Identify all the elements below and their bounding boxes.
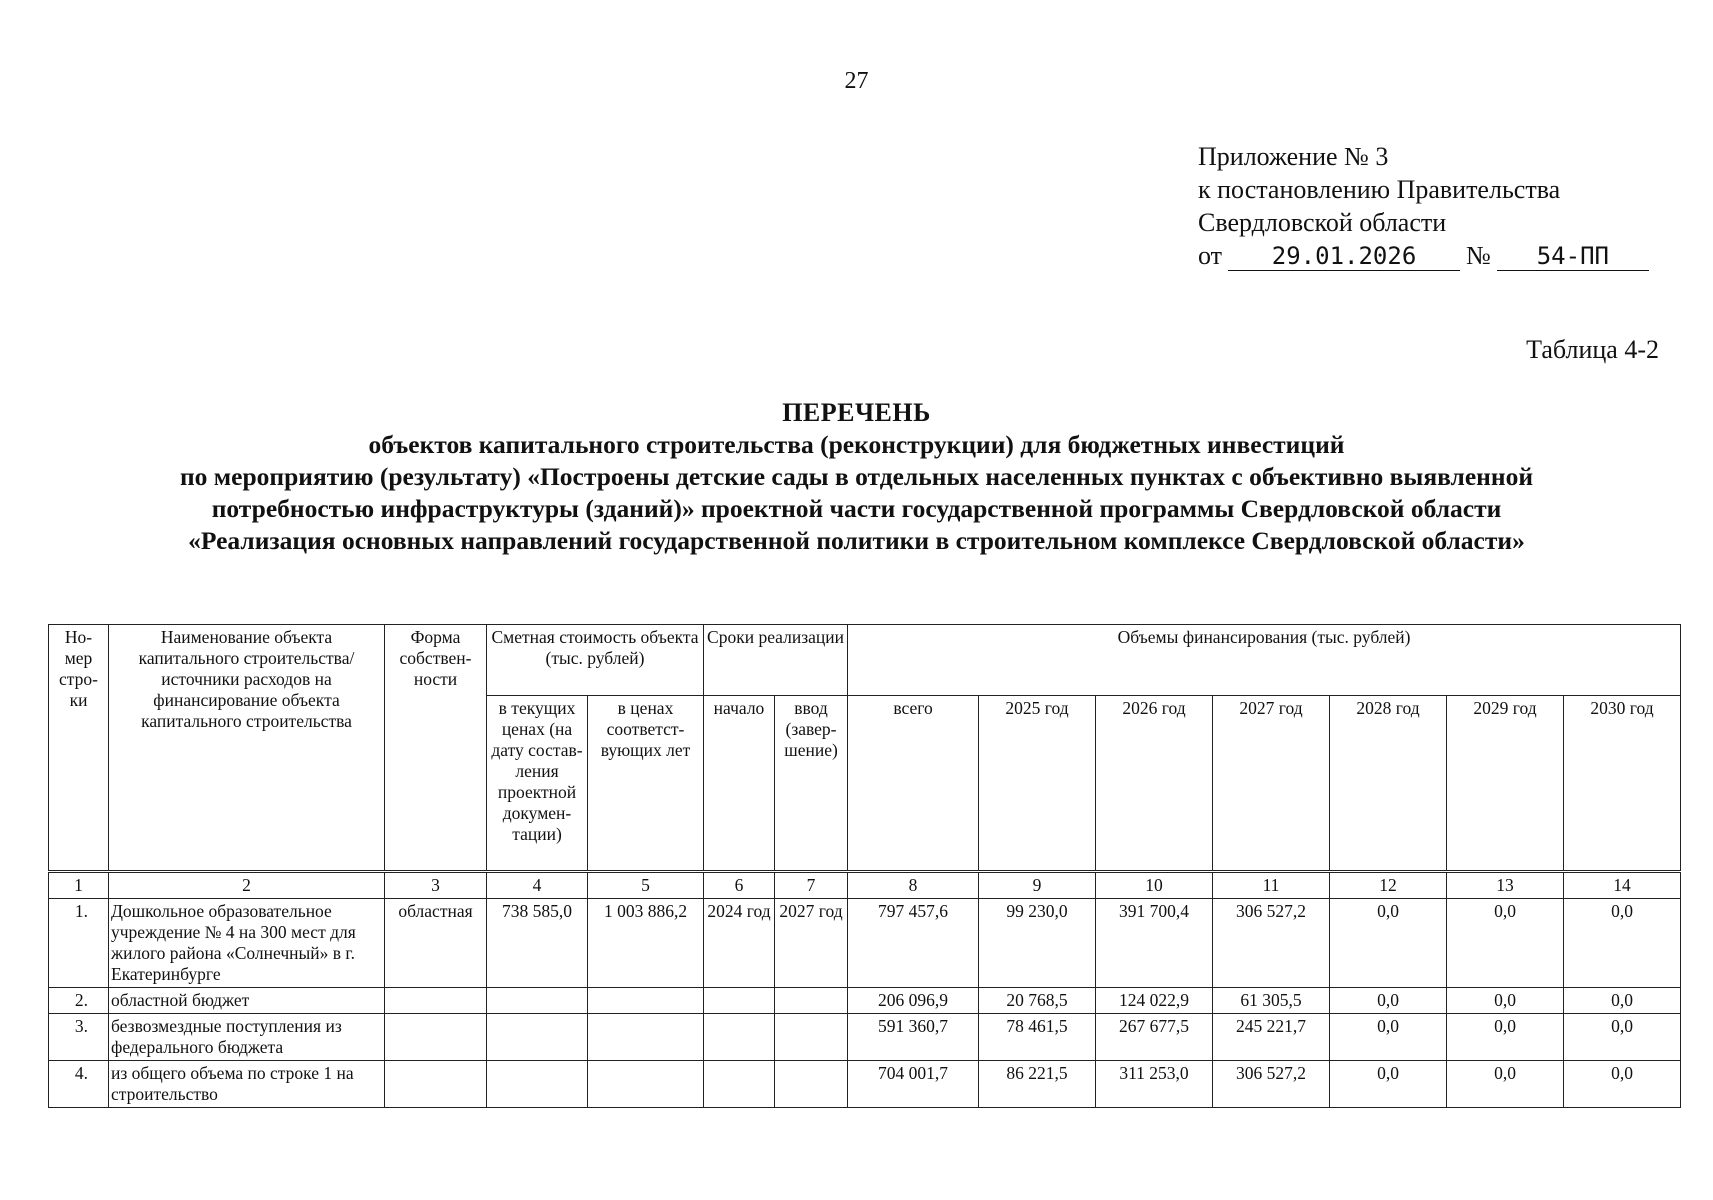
header-2029: 2029 год bbox=[1447, 696, 1564, 872]
header-end: ввод (завер-шение) bbox=[775, 696, 848, 872]
title-line-4: потребностью инфраструктуры (зданий)» проектной части государственной программы Свердловской области bbox=[211, 494, 1502, 523]
row-number: 3. bbox=[49, 1014, 109, 1061]
y2027-cell: 306 527,2 bbox=[1213, 1061, 1330, 1108]
y2027-cell: 306 527,2 bbox=[1213, 899, 1330, 988]
column-number: 12 bbox=[1330, 872, 1447, 899]
y2029-cell: 0,0 bbox=[1447, 1014, 1564, 1061]
total-cell: 591 360,7 bbox=[848, 1014, 979, 1061]
appendix-line-3: Свердловской области bbox=[1198, 208, 1447, 237]
header-total: всего bbox=[848, 696, 979, 872]
title-line-5: «Реализация основных направлений государственной политики в строительном комплексе Свердловской области» bbox=[188, 526, 1525, 555]
object-name: областной бюджет bbox=[109, 988, 385, 1014]
title-line-3: по мероприятию (результату) «Построены детские сады в отдельных населенных пунктах с объективно выявленной bbox=[179, 462, 1534, 491]
header-estimated-cost: Сметная стоимость объекта (тыс. рублей) bbox=[487, 625, 704, 696]
y2026-cell: 391 700,4 bbox=[1096, 899, 1213, 988]
total-cell: 704 001,7 bbox=[848, 1061, 979, 1108]
y2029-cell: 0,0 bbox=[1447, 988, 1564, 1014]
end-cell: 2027 год bbox=[775, 899, 848, 988]
corresponding-prices-cell bbox=[588, 1014, 704, 1061]
title-line-2: объектов капитального строительства (реконструкции) для бюджетных инвестиций bbox=[368, 430, 1345, 459]
column-number: 5 bbox=[588, 872, 704, 899]
appendix-line-1: Приложение № 3 bbox=[1198, 142, 1389, 171]
column-numbers-row bbox=[49, 872, 1681, 899]
end-cell bbox=[775, 1014, 848, 1061]
table-row bbox=[49, 1014, 1681, 1061]
row-number: 4. bbox=[49, 1061, 109, 1108]
header-corresponding-prices: в ценах соответст-вующих лет bbox=[588, 696, 704, 872]
resolution-date: 29.01.2026 bbox=[1228, 242, 1460, 271]
resolution-number: 54-ПП bbox=[1497, 242, 1649, 271]
y2029-cell: 0,0 bbox=[1447, 1061, 1564, 1108]
table-row bbox=[49, 988, 1681, 1014]
object-name: Дошкольное образовательное учреждение № 4 на 300 мест для жилого района «Солнечный» в г. Екатеринбурге bbox=[109, 899, 385, 988]
y2025-cell: 86 221,5 bbox=[979, 1061, 1096, 1108]
column-number: 3 bbox=[385, 872, 487, 899]
start-cell bbox=[704, 1061, 775, 1108]
header-terms: Сроки реализации bbox=[704, 625, 848, 696]
column-number: 2 bbox=[109, 872, 385, 899]
corresponding-prices-cell bbox=[588, 988, 704, 1014]
column-number: 7 bbox=[775, 872, 848, 899]
objects-table bbox=[48, 624, 1681, 1108]
header-2030: 2030 год bbox=[1564, 696, 1681, 872]
header-ownership: Форма собствен-ности bbox=[385, 625, 487, 872]
end-cell bbox=[775, 988, 848, 1014]
y2028-cell: 0,0 bbox=[1330, 899, 1447, 988]
header-financing: Объемы финансирования (тыс. рублей) bbox=[848, 625, 1681, 696]
y2025-cell: 20 768,5 bbox=[979, 988, 1096, 1014]
y2030-cell: 0,0 bbox=[1564, 1014, 1681, 1061]
ownership-cell bbox=[385, 1061, 487, 1108]
y2030-cell: 0,0 bbox=[1564, 1061, 1681, 1108]
current-prices-cell: 738 585,0 bbox=[487, 899, 588, 988]
total-cell: 206 096,9 bbox=[848, 988, 979, 1014]
row-number: 1. bbox=[49, 899, 109, 988]
corresponding-prices-cell: 1 003 886,2 bbox=[588, 899, 704, 988]
y2027-cell: 61 305,5 bbox=[1213, 988, 1330, 1014]
corresponding-prices-cell bbox=[588, 1061, 704, 1108]
current-prices-cell bbox=[487, 988, 588, 1014]
object-name: из общего объема по строке 1 на строительство bbox=[109, 1061, 385, 1108]
start-cell: 2024 год bbox=[704, 899, 775, 988]
header-2027: 2027 год bbox=[1213, 696, 1330, 872]
ownership-cell bbox=[385, 1014, 487, 1061]
column-number: 4 bbox=[487, 872, 588, 899]
y2030-cell: 0,0 bbox=[1564, 988, 1681, 1014]
ownership-cell bbox=[385, 988, 487, 1014]
header-start: начало bbox=[704, 696, 775, 872]
current-prices-cell bbox=[487, 1014, 588, 1061]
column-number: 8 bbox=[848, 872, 979, 899]
header-row-number: Но-мер стро-ки bbox=[49, 625, 109, 872]
header-2026: 2026 год bbox=[1096, 696, 1213, 872]
table-row bbox=[49, 1061, 1681, 1108]
y2025-cell: 99 230,0 bbox=[979, 899, 1096, 988]
appendix-block bbox=[1198, 140, 1649, 272]
column-number: 11 bbox=[1213, 872, 1330, 899]
table-row bbox=[49, 899, 1681, 988]
header-2028: 2028 год bbox=[1330, 696, 1447, 872]
start-cell bbox=[704, 988, 775, 1014]
document-title bbox=[30, 397, 1683, 557]
end-cell bbox=[775, 1061, 848, 1108]
appendix-line-2: к постановлению Правительства bbox=[1198, 175, 1561, 204]
object-name: безвозмездные поступления из федерального бюджета bbox=[109, 1014, 385, 1061]
y2030-cell: 0,0 bbox=[1564, 899, 1681, 988]
title-line-1: ПЕРЕЧЕНЬ bbox=[782, 398, 931, 427]
number-label: № bbox=[1466, 241, 1491, 270]
date-label: от bbox=[1198, 241, 1223, 270]
total-cell: 797 457,6 bbox=[848, 899, 979, 988]
appendix-date-line bbox=[1198, 239, 1649, 272]
table-reference: Таблица 4-2 bbox=[1526, 335, 1659, 364]
current-prices-cell bbox=[487, 1061, 588, 1108]
y2028-cell: 0,0 bbox=[1330, 988, 1447, 1014]
page-number: 27 bbox=[844, 68, 869, 94]
column-number: 6 bbox=[704, 872, 775, 899]
start-cell bbox=[704, 1014, 775, 1061]
y2026-cell: 311 253,0 bbox=[1096, 1061, 1213, 1108]
y2027-cell: 245 221,7 bbox=[1213, 1014, 1330, 1061]
column-number: 1 bbox=[49, 872, 109, 899]
row-number: 2. bbox=[49, 988, 109, 1014]
y2028-cell: 0,0 bbox=[1330, 1061, 1447, 1108]
column-number: 10 bbox=[1096, 872, 1213, 899]
column-number: 14 bbox=[1564, 872, 1681, 899]
y2029-cell: 0,0 bbox=[1447, 899, 1564, 988]
column-number: 13 bbox=[1447, 872, 1564, 899]
header-name: Наименование объекта капитального строительства/ источники расходов на финансирование объекта капитального строительства bbox=[109, 625, 385, 872]
header-row-1 bbox=[49, 625, 1681, 696]
y2026-cell: 267 677,5 bbox=[1096, 1014, 1213, 1061]
column-number: 9 bbox=[979, 872, 1096, 899]
y2025-cell: 78 461,5 bbox=[979, 1014, 1096, 1061]
y2026-cell: 124 022,9 bbox=[1096, 988, 1213, 1014]
header-current-prices: в текущих ценах (на дату состав-ления проектной докумен-тации) bbox=[487, 696, 588, 872]
header-2025: 2025 год bbox=[979, 696, 1096, 872]
y2028-cell: 0,0 bbox=[1330, 1014, 1447, 1061]
ownership-cell: областная bbox=[385, 899, 487, 988]
